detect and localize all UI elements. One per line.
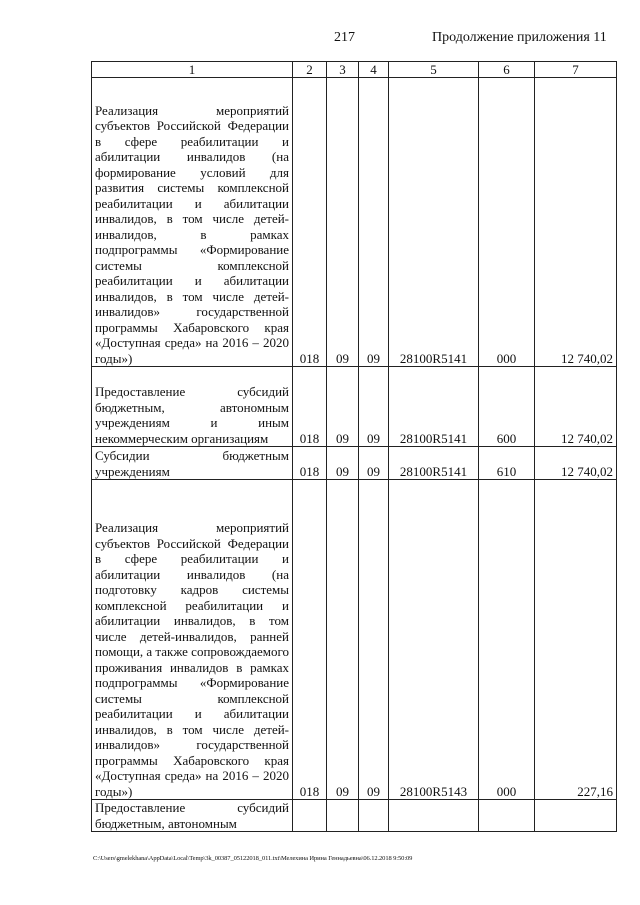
- column-number: 2: [293, 62, 327, 78]
- expense-type-cell: 600: [479, 367, 535, 447]
- continuation-label: Продолжение приложения 11: [432, 30, 607, 45]
- column-number-row: [92, 62, 617, 78]
- section-cell: 09: [327, 480, 359, 800]
- grbs-cell: 018: [293, 367, 327, 447]
- target-article-cell: 28100R5141: [389, 447, 479, 480]
- target-article-cell: 28100R5143: [389, 480, 479, 800]
- column-number: 1: [92, 62, 293, 78]
- budget-table: [91, 61, 617, 832]
- expense-type-cell: [479, 800, 535, 832]
- subsection-cell: 09: [359, 480, 389, 800]
- section-cell: [327, 800, 359, 832]
- column-number: 4: [359, 62, 389, 78]
- grbs-cell: 018: [293, 480, 327, 800]
- table-row: [92, 367, 617, 447]
- table-row: [92, 447, 617, 480]
- amount-cell: 12 740,02: [535, 447, 617, 480]
- expense-type-cell: 610: [479, 447, 535, 480]
- row-name: Предоставление субсидий бюджетным, автономным: [92, 800, 293, 832]
- column-number: 6: [479, 62, 535, 78]
- page-number: 217: [334, 30, 355, 45]
- column-number: 5: [389, 62, 479, 78]
- expense-type-cell: 000: [479, 78, 535, 367]
- subsection-cell: 09: [359, 367, 389, 447]
- subsection-cell: 09: [359, 78, 389, 367]
- target-article-cell: 28100R5141: [389, 367, 479, 447]
- amount-cell: 12 740,02: [535, 367, 617, 447]
- file-path-footer: C:\Users\gmelekhana\AppData\Local\Temp\3k_00387_05122018_011.txt\Мелехина Ирина Геннадьевна\06.12.2018 9:50:09: [93, 855, 413, 862]
- amount-cell: [535, 800, 617, 832]
- subsection-cell: 09: [359, 447, 389, 480]
- grbs-cell: [293, 800, 327, 832]
- column-number: 7: [535, 62, 617, 78]
- grbs-cell: 018: [293, 447, 327, 480]
- amount-cell: 227,16: [535, 480, 617, 800]
- expense-type-cell: 000: [479, 480, 535, 800]
- amount-cell: 12 740,02: [535, 78, 617, 367]
- table-row: [92, 480, 617, 800]
- table-row: [92, 78, 617, 367]
- row-name: Реализация мероприятий субъектов Российской Федерации в сфере реабилитации и абилитации инвалидов (на подготовку кадров системы комплексной реабилитации и абилитации инвалидов, в том числе детей-инвалидов, ранней помощи, а также сопровождаемого проживания инвалидов в рамках подпрограммы «Формирование системы комплексной реабилитации и абилитации инвалидов, в том числе детей-инвалидов» государственной программы Хабаровского края «Доступная среда» на 2016 – 2020 годы»): [92, 480, 293, 800]
- row-name: Реализация мероприятий субъектов Российской Федерации в сфере реабилитации и абилитации инвалидов (на формирование условий для развития системы комплексной реабилитации и абилитации инвалидов, в том числе детей-инвалидов, в рамках подпрограммы «Формирование системы комплексной реабилитации и абилитации инвалидов, в том числе детей-инвалидов» государственной программы Хабаровского края «Доступная среда» на 2016 – 2020 годы»): [92, 78, 293, 367]
- grbs-cell: 018: [293, 78, 327, 367]
- row-name: Предоставление субсидий бюджетным, автономным учреждениям и иным некоммерческим организациям: [92, 367, 293, 447]
- subsection-cell: [359, 800, 389, 832]
- section-cell: 09: [327, 367, 359, 447]
- target-article-cell: [389, 800, 479, 832]
- section-cell: 09: [327, 78, 359, 367]
- target-article-cell: 28100R5141: [389, 78, 479, 367]
- row-name: Субсидии бюджетным учреждениям: [92, 447, 293, 480]
- table-row: [92, 800, 617, 832]
- column-number: 3: [327, 62, 359, 78]
- section-cell: 09: [327, 447, 359, 480]
